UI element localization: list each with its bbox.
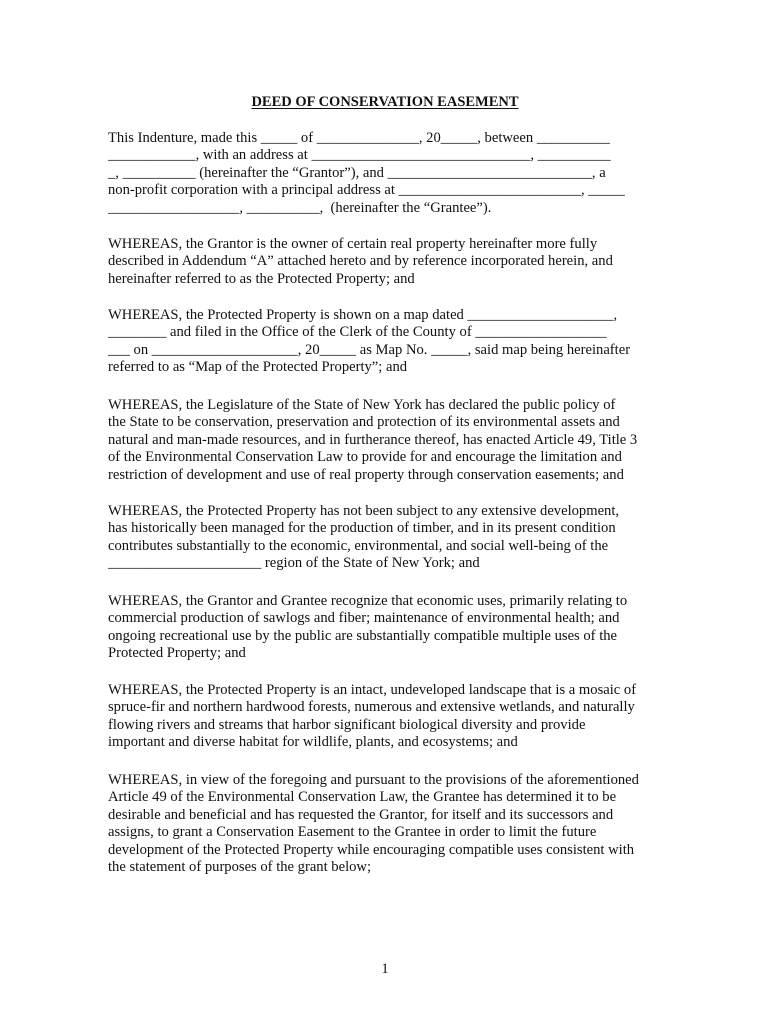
text-line: flowing rivers and streams that harbor significant biological diversity and provide [108, 716, 586, 733]
text-line: WHEREAS, the Grantor is the owner of certain real property hereinafter more fully [108, 236, 598, 252]
text-line: spruce-fir and northern hardwood forests, numerous and extensive wetlands, and naturally [108, 699, 635, 716]
text-line: WHEREAS, the Protected Property is shown on a map dated ____________________, [108, 307, 618, 323]
paragraph-whereas-grant [108, 772, 639, 876]
text-line: _, __________ (hereinafter the “Grantor”), and ____________________________, a [108, 164, 606, 181]
text-line: ________ and filed in the Office of the Clerk of the County of __________________ [108, 324, 607, 341]
text-line: has historically been managed for the production of timber, and in its present condition [108, 520, 616, 537]
paragraph-whereas-owner [108, 236, 613, 288]
text-line: referred to as “Map of the Protected Property”; and [108, 359, 408, 376]
text-line: non-profit corporation with a principal address at _________________________, _____ [108, 182, 625, 199]
text-line: described in Addendum “A” attached hereto and by reference incorporated herein, and [108, 253, 613, 270]
text-line: development of the Protected Property while encouraging compatible uses consistent with [108, 841, 635, 858]
text-line: Protected Property; and [108, 645, 246, 662]
text-line: restriction of development and use of real property through conservation easements; and [108, 466, 624, 483]
text-line: Article 49 of the Environmental Conservation Law, the Grantee has determined it to be [108, 789, 617, 806]
text-line: WHEREAS, the Grantor and Grantee recognize that economic uses, primarily relating to [108, 593, 628, 609]
paragraph-whereas-development [108, 503, 619, 573]
page-number: 1 [381, 961, 389, 977]
document-title: DEED OF CONSERVATION EASEMENT [251, 94, 519, 110]
text-line: commercial production of sawlogs and fiber; maintenance of environmental health; and [108, 610, 620, 627]
text-line: __________________, __________, (hereinafter the “Grantee”). [108, 199, 492, 216]
text-line: WHEREAS, in view of the foregoing and pursuant to the provisions of the aforementioned [108, 772, 639, 788]
text-line: the State to be conservation, preservation and protection of its environmental assets and [108, 414, 620, 431]
text-line: WHEREAS, the Protected Property is an intact, undeveloped landscape that is a mosaic of [108, 682, 637, 698]
text-line: WHEREAS, the Protected Property has not been subject to any extensive development, [108, 503, 620, 519]
text-line: ___ on ____________________, 20_____ as Map No. _____, said map being hereinafter [108, 341, 631, 358]
paragraph-whereas-legislature [108, 397, 637, 484]
text-line: assigns, to grant a Conservation Easement to the Grantee in order to limit the future [108, 824, 597, 841]
text-line: natural and man-made resources, and in furtherance thereof, has enacted Article 49, Title 3 [108, 431, 638, 448]
text-line: _____________________ region of the State of New York; and [108, 555, 480, 572]
text-line: contributes substantially to the economic, environmental, and social well-being of the [108, 537, 609, 554]
text-line: ____________, with an address at ______________________________, __________ [108, 147, 611, 164]
text-line: of the Environmental Conservation Law to provide for and encourage the limitation and [108, 449, 622, 466]
paragraph-whereas-map [108, 307, 630, 377]
text-line: hereinafter referred to as the Protected Property; and [108, 270, 415, 287]
text-line: This Indenture, made this _____ of ______________, 20_____, between __________ [108, 130, 610, 146]
text-line: ongoing recreational use by the public are substantially compatible multiple uses of the [108, 627, 618, 644]
text-line: desirable and beneficial and has requested the Grantor, for itself and its successors and [108, 806, 614, 823]
text-line: important and diverse habitat for wildlife, plants, and ecosystems; and [108, 734, 518, 751]
paragraph-indenture [108, 130, 625, 217]
paragraph-whereas-uses [108, 593, 627, 663]
text-line: the statement of purposes of the grant below; [108, 859, 372, 876]
paragraph-whereas-landscape [108, 682, 636, 752]
text-line: WHEREAS, the Legislature of the State of New York has declared the public policy of [108, 397, 616, 413]
